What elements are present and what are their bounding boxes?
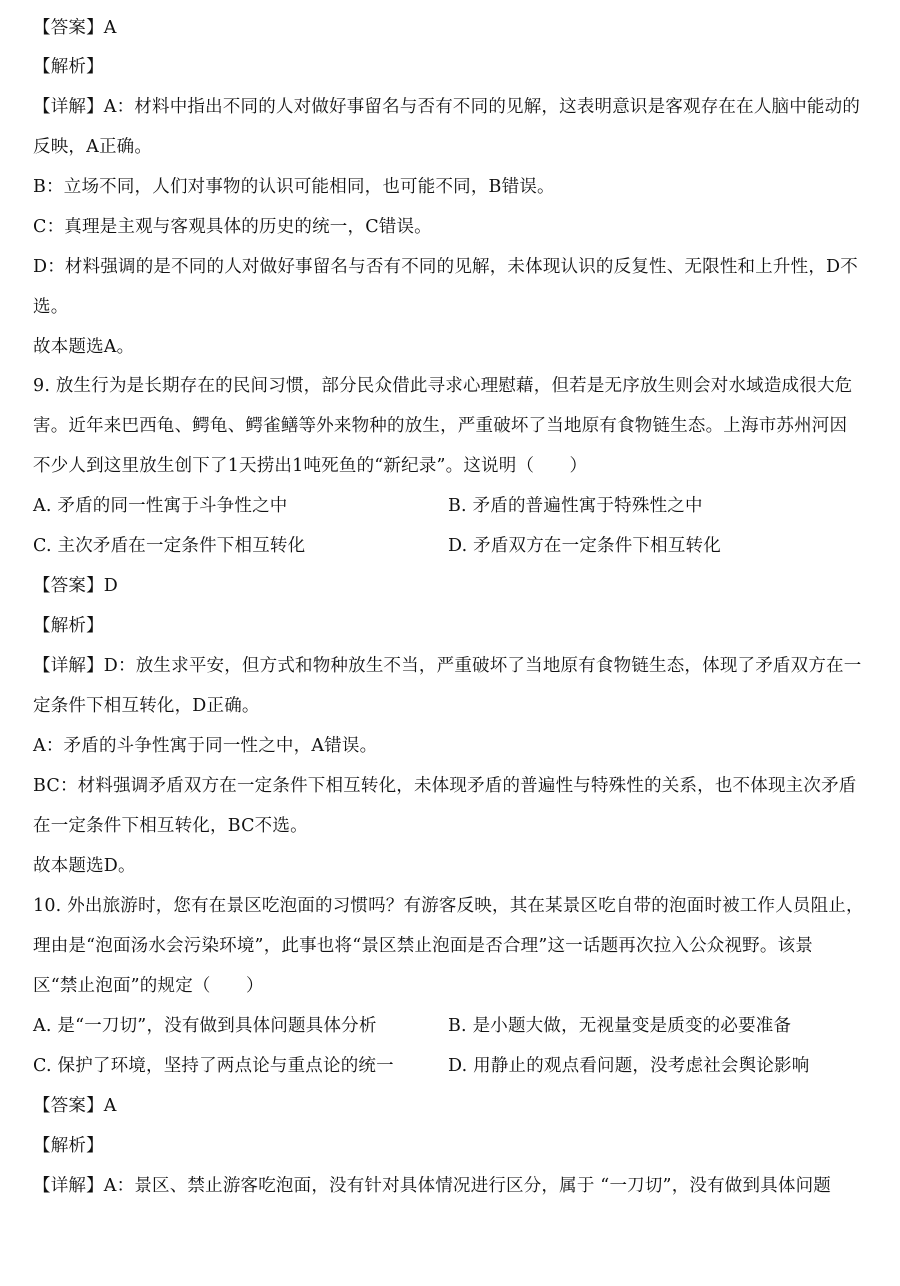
q8-option-d-explanation-line-2: 选。 [33, 297, 69, 317]
q9-answer: 【答案】D [33, 576, 119, 596]
q10-analysis-heading: 【解析】 [33, 1136, 104, 1156]
q9-option-bc-explanation-line-1: BC：材料强调矛盾双方在一定条件下相互转化，未体现矛盾的普遍性与特殊性的关系，也不体现主次矛盾 [33, 776, 857, 796]
q9-detail-line-1: 【详解】D：放生求平安，但方式和物种放生不当，严重破坏了当地原有食物链生态，体现了矛盾双方在一 [33, 656, 862, 676]
q10-detail-line-1: 【详解】A：景区、禁止游客吃泡面，没有针对具体情况进行区分，属于 “一刀切”，没有做到具体问题 [33, 1176, 831, 1196]
q10-stem-line-1: 10. 外出旅游时，您有在景区吃泡面的习惯吗？有游客反映，其在某景区吃自带的泡面时被工作人员阻止， [33, 896, 864, 916]
q8-conclusion: 故本题选A。 [33, 337, 135, 357]
q8-detail-line-2: 反映，A正确。 [33, 137, 153, 157]
q8-answer: 【答案】A [33, 18, 117, 38]
q10-option-b: B. 是小题大做，无视量变是质变的必要准备 [448, 1016, 792, 1036]
q10-option-a: A. 是“一刀切”，没有做到具体问题具体分析 [33, 1016, 377, 1036]
q8-option-d-explanation-line-1: D：材料强调的是不同的人对做好事留名与否有不同的见解，未体现认识的反复性、无限性和上升性，D不 [33, 257, 858, 277]
q8-detail-line-1: 【详解】A：材料中指出不同的人对做好事留名与否有不同的见解，这表明意识是客观存在在人脑中能动的 [33, 97, 861, 117]
q9-option-b: B. 矛盾的普遍性寓于特殊性之中 [448, 496, 703, 516]
q10-stem-line-2: 理由是“泡面汤水会污染环境”，此事也将“景区禁止泡面是否合理”这一话题再次拉入公众视野。该景 [33, 936, 813, 956]
q8-option-b-explanation: B：立场不同，人们对事物的认识可能相同，也可能不同，B错误。 [33, 177, 555, 197]
q9-option-a-explanation: A：矛盾的斗争性寓于同一性之中，A错误。 [33, 736, 378, 756]
q8-analysis-heading: 【解析】 [33, 57, 104, 77]
q10-option-c: C. 保护了环境，坚持了两点论与重点论的统一 [33, 1056, 394, 1076]
q9-conclusion: 故本题选D。 [33, 856, 136, 876]
q9-option-bc-explanation-line-2: 在一定条件下相互转化，BC不选。 [33, 816, 308, 836]
q9-stem-line-3: 不少人到这里放生创下了1天捞出1吨死鱼的“新纪录”。这说明（ ） [33, 456, 588, 476]
q9-analysis-heading: 【解析】 [33, 616, 104, 636]
q8-option-c-explanation: C：真理是主观与客观具体的历史的统一，C错误。 [33, 217, 432, 237]
q10-stem-line-3: 区“禁止泡面”的规定（ ） [33, 976, 264, 996]
q9-stem-line-2: 害。近年来巴西龟、鳄龟、鳄雀鳝等外来物种的放生，严重破坏了当地原有食物链生态。上海市苏州河因 [33, 416, 848, 436]
q9-option-c: C. 主次矛盾在一定条件下相互转化 [33, 536, 306, 556]
q9-stem-line-1: 9. 放生行为是长期存在的民间习惯，部分民众借此寻求心理慰藉，但若是无序放生则会对水域造成很大危 [33, 376, 853, 396]
q9-option-a: A. 矛盾的同一性寓于斗争性之中 [33, 496, 288, 516]
q10-option-d: D. 用静止的观点看问题，没考虑社会舆论影响 [448, 1056, 810, 1076]
q9-detail-line-2: 定条件下相互转化，D正确。 [33, 696, 260, 716]
q10-answer: 【答案】A [33, 1096, 117, 1116]
q9-option-d: D. 矛盾双方在一定条件下相互转化 [448, 536, 721, 556]
